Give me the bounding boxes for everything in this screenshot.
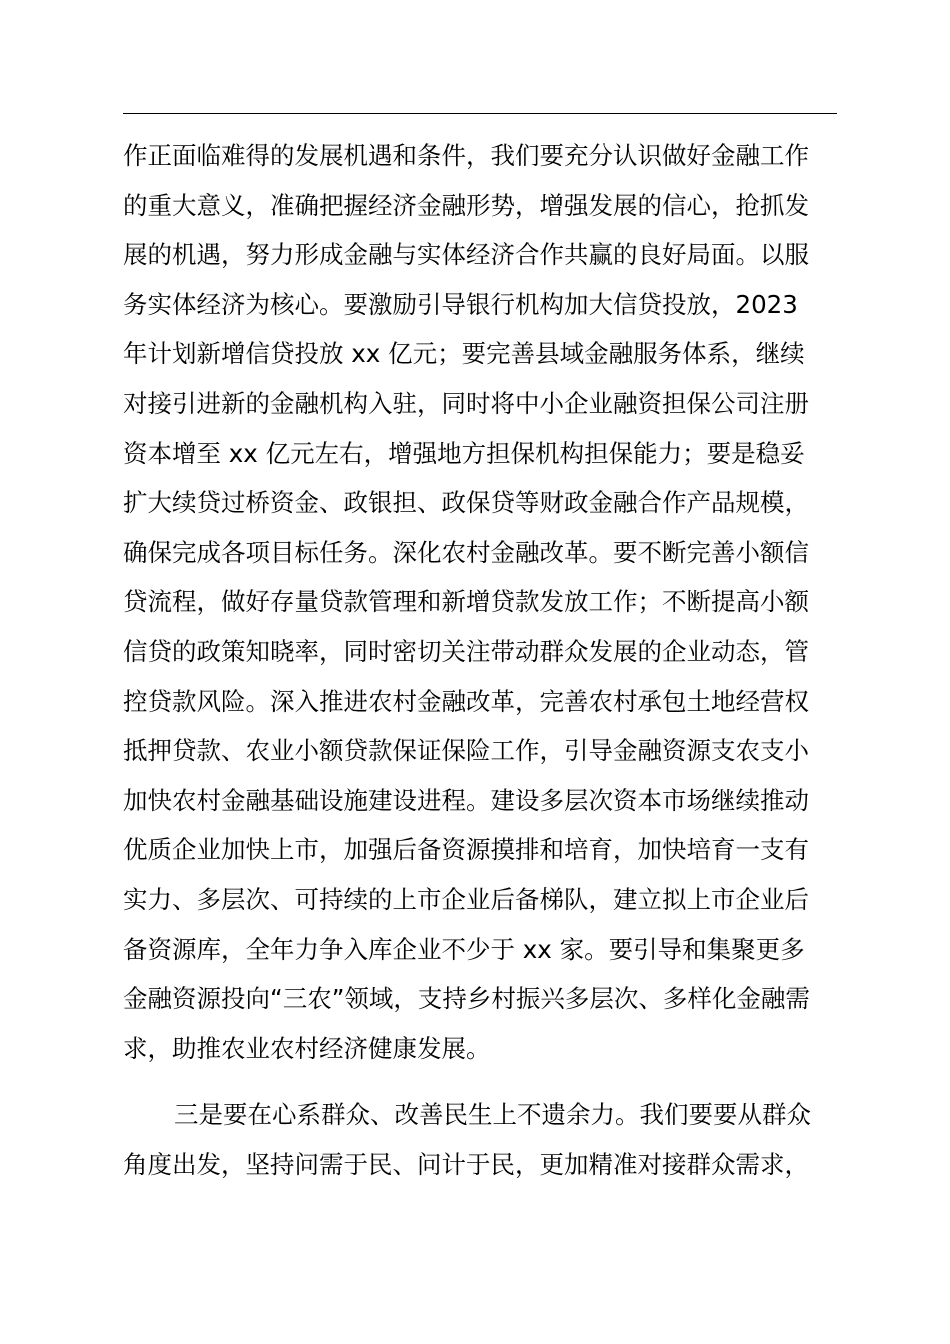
text-line: 金融资源投向“三农”领域，支持乡村振兴多层次、多样化金融需 — [123, 984, 810, 1014]
text-line: 展的机遇，努力形成金融与实体经济合作共赢的良好局面。以服 — [123, 240, 809, 270]
text-line: 务实体经济为核心。要激励引导银行机构加大信贷投放，2023 — [123, 289, 798, 319]
text-line: 实力、多层次、可持续的上市企业后备梯队，建立拟上市企业后 — [123, 884, 809, 914]
text-line: 资本增至 xx 亿元左右，增强地方担保机构担保能力；要是稳妥 — [123, 438, 805, 468]
text-line: 抵押贷款、农业小额贷款保证保险工作，引导金融资源支农支小 — [123, 736, 809, 766]
text-line: 年计划新增信贷投放 xx 亿元；要完善县域金融服务体系，继续 — [123, 339, 805, 369]
body-text — [123, 131, 837, 1189]
text-line: 贷流程，做好存量贷款管理和新增贷款发放工作；不断提高小额 — [123, 587, 809, 617]
paragraph-finance — [123, 131, 837, 1073]
text-line: 备资源库，全年力争入库企业不少于 xx 家。要引导和集聚更多 — [123, 934, 805, 964]
text-line: 信贷的政策知晓率，同时密切关注带动群众发展的企业动态，管 — [123, 636, 809, 666]
text-line: 角度出发，坚持问需于民、问计于民，更加精准对接群众需求， — [123, 1149, 809, 1179]
text-line: 作正面临难得的发展机遇和条件，我们要充分认识做好金融工作 — [123, 141, 809, 170]
header-rule — [123, 113, 837, 114]
text-line: 对接引进新的金融机构入驻，同时将中小企业融资担保公司注册 — [123, 388, 809, 418]
text-line: 求，助推农业农村经济健康发展。 — [123, 1033, 491, 1063]
paragraph-livelihood — [123, 1090, 837, 1189]
text-line: 加快农村金融基础设施建设进程。建设多层次资本市场继续推动 — [123, 785, 809, 815]
text-line: 三是要在心系群众、改善民生上不遗余力。我们要要从群众 — [174, 1100, 811, 1130]
text-line: 的重大意义，准确把握经济金融形势，增强发展的信心，抢抓发 — [123, 190, 809, 220]
text-line: 控贷款风险。深入推进农村金融改革，完善农村承包土地经营权 — [123, 686, 809, 716]
paragraph-spacer — [123, 1073, 837, 1090]
text-line: 确保完成各项目标任务。深化农村金融改革。要不断完善小额信 — [123, 537, 809, 567]
text-line: 扩大续贷过桥资金、政银担、政保贷等财政金融合作产品规模， — [123, 488, 809, 518]
text-line: 优质企业加快上市，加强后备资源摸排和培育，加快培育一支有 — [123, 835, 809, 865]
